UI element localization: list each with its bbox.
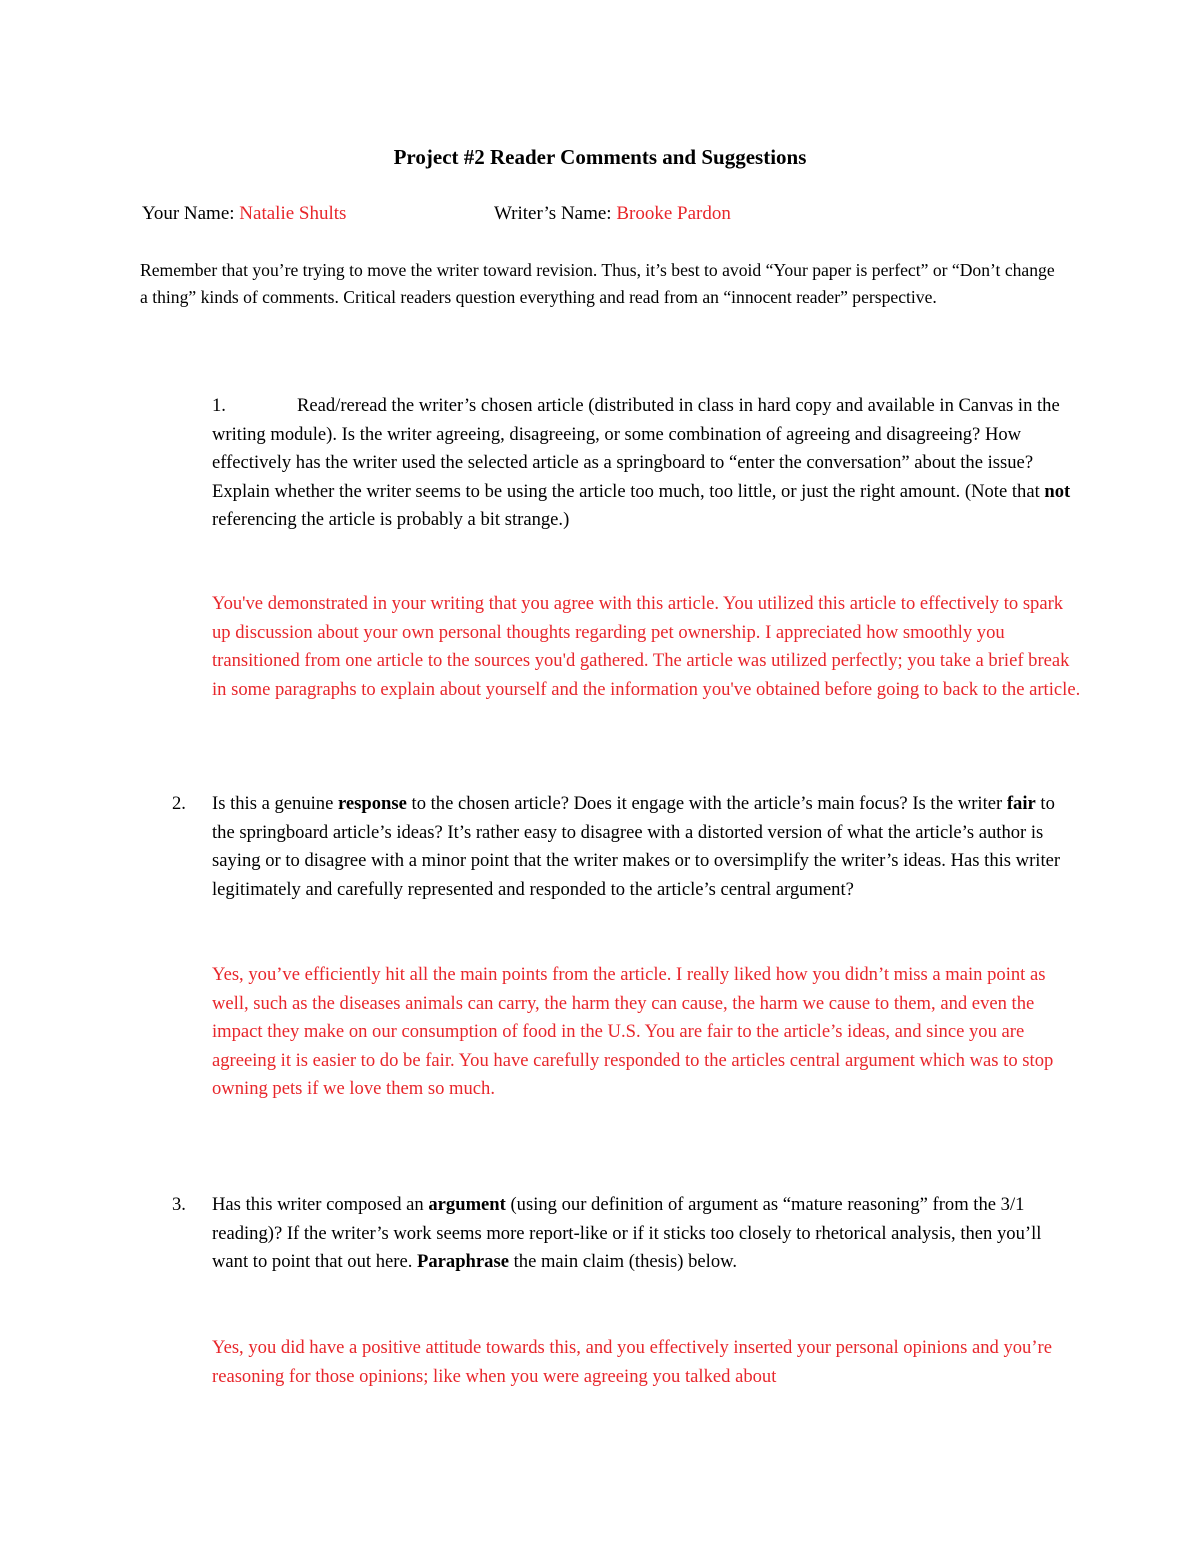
writer-name-label: Writer’s Name: (494, 203, 612, 224)
question-1 (212, 392, 1074, 535)
question-2-text-c: to the springboard article’s ideas? It’s rather easy to disagree with a distorted version of what the article’s author is saying or to disagree with a minor point that the writer makes or to oversimplify the writer’s ideas. Has this writer legitimately and carefully represented and responded to the article’s central argument? (212, 793, 1061, 900)
question-3-number: 3. (172, 1194, 186, 1215)
question-1-number: 1. (212, 395, 226, 416)
question-3-text-b: (using our definition of argument as “mature reasoning” from the 3/1 reading)? If the writer’s work seems more report-like or if it sticks too closely to rhetorical analysis, then you’ll want to point that out here. (212, 1194, 1042, 1272)
intro-paragraph: Remember that you’re trying to move the writer toward revision. Thus, it’s best to avoid “Your paper is perfect” or “Don’t change a thing” kinds of comments. Critical readers question everything and read from an “innocent reader” perspective. (140, 260, 1055, 307)
your-name-label: Your Name: (142, 203, 235, 224)
question-1-bold-a: not (1044, 480, 1071, 502)
question-1-text-b: referencing the article is probably a bit strange.) (212, 509, 570, 530)
question-2-number: 2. (172, 793, 186, 814)
document-title: Project #2 Reader Comments and Suggestions (393, 145, 807, 169)
question-2-text-b: to the chosen article? Does it engage with the article’s main focus? Is the writer (406, 793, 1007, 814)
answer-3: Yes, you did have a positive attitude towards this, and you effectively inserted your personal opinions and you’re reasoning for those opinions; like when you were agreeing you talked about (212, 1337, 1052, 1387)
your-name-value: Natalie Shults (239, 203, 347, 224)
question-2-text-a: Is this a genuine (212, 793, 338, 814)
question-2 (172, 790, 1074, 904)
writer-name-group (494, 200, 731, 228)
question-3-bold-a: argument (428, 1194, 506, 1215)
question-1-text-a: Read/reread the writer’s chosen article (distributed in class in hard copy and available in Canvas in the writing module). Is the writer agreeing, disagreeing, or some combination of agreeing and disagreeing? How effectively has the writer used the selected article as a springboard to “enter the conversation” about the issue? Explain whether the writer seems to be using the article too much, too little, or just the right amount. (Note that (212, 395, 1060, 502)
answer-2: Yes, you’ve efficiently hit all the main points from the article. I really liked how you didn’t miss a main point as well, such as the diseases animals can carry, the harm they can cause, the harm we cause to them, and even the impact they make on our consumption of food in the U.S. You are fair to the article’s ideas, and since you are agreeing it is easier to do be fair. You have carefully responded to the articles central argument which was to stop owning pets if we love them so much. (212, 964, 1054, 1099)
question-3 (172, 1191, 1074, 1277)
answer-1: You've demonstrated in your writing that you agree with this article. You utilized this article to effectively to spark up discussion about your own personal thoughts regarding pet ownership. I appreciated how smoothly you transitioned from one article to the sources you'd gathered. The article was utilized perfectly; you take a brief break in some paragraphs to explain about yourself and the information you've obtained before going to back to the article. (212, 593, 1081, 700)
writer-name-value: Brooke Pardon (616, 203, 731, 224)
question-3-text-a: Has this writer composed an (212, 1194, 429, 1215)
question-2-bold-a: response (338, 793, 407, 814)
question-3-bold-b: Paraphrase (417, 1251, 509, 1272)
names-line (142, 200, 731, 228)
question-2-bold-b: fair (1006, 793, 1036, 814)
question-3-text-c: the main claim (thesis) below. (508, 1251, 738, 1272)
